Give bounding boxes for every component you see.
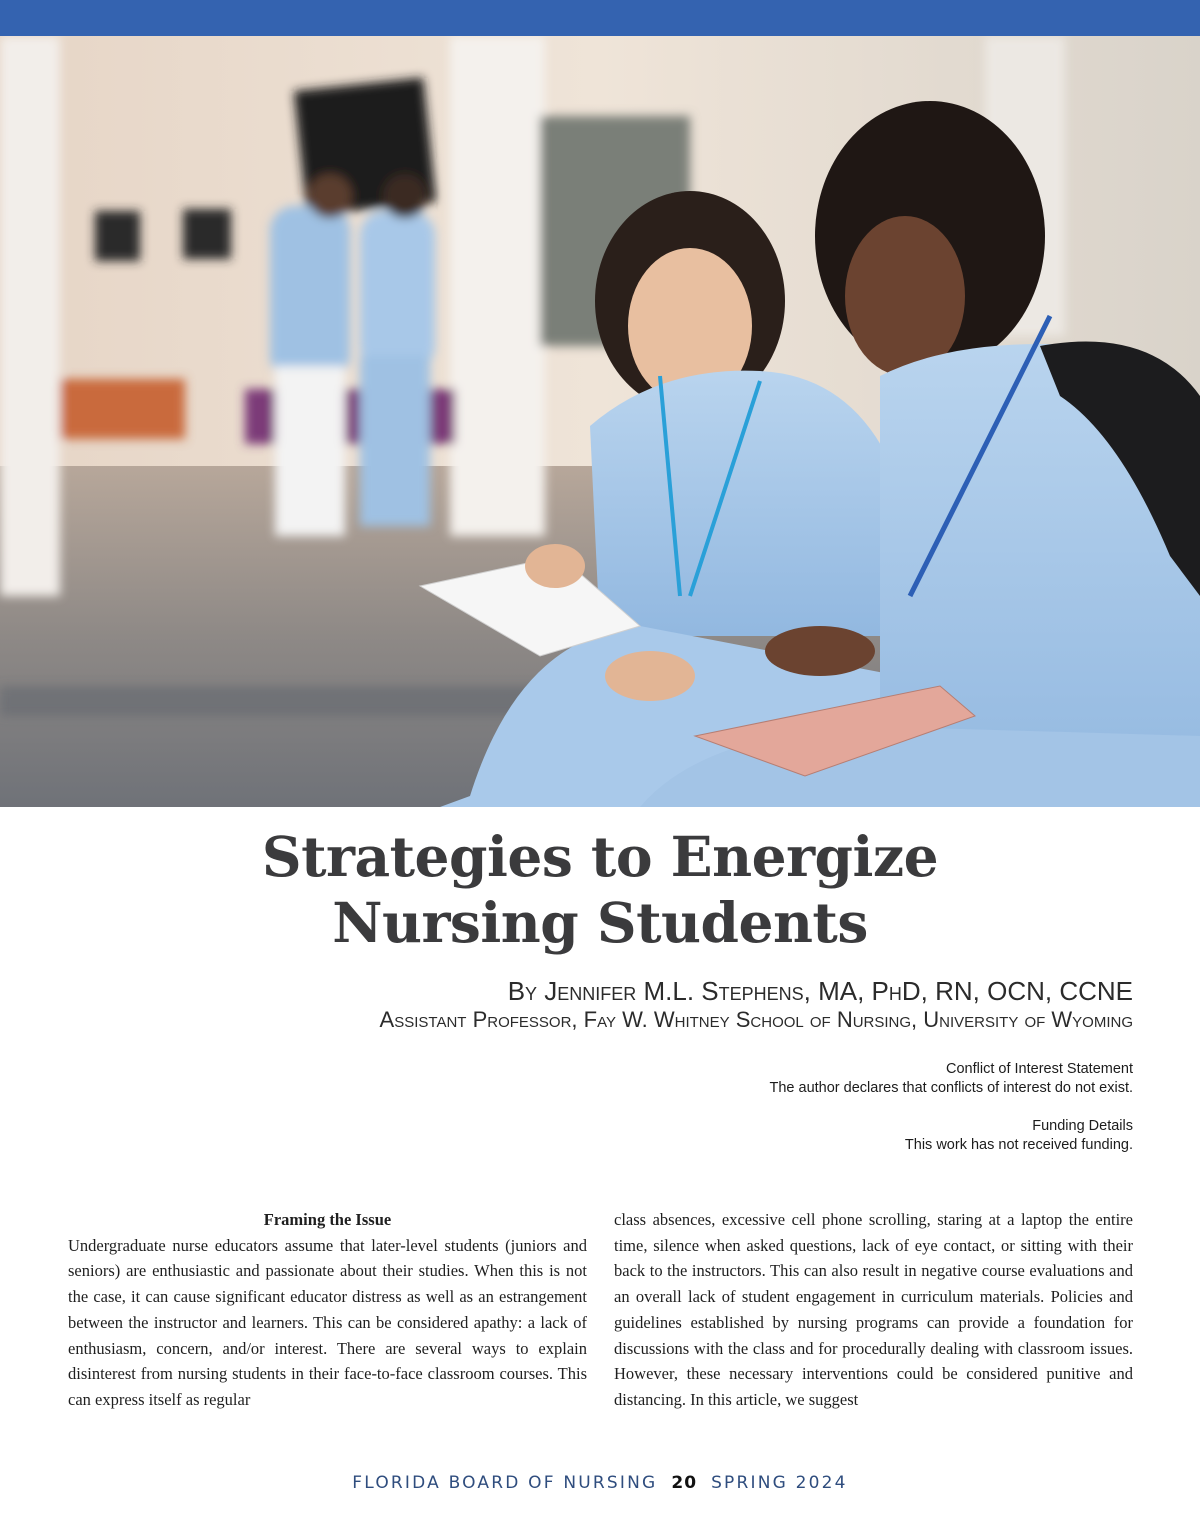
column-right <box>614 1207 1133 1413</box>
title-line-1: Strategies to Energize <box>261 824 939 889</box>
paragraph-right: class absences, excessive cell phone scrolling, staring at a laptop the entire time, silence when asked questions, lack of eye contact, or sitting with their back to the instructors. This can also result in negative course evaluations and an overall lack of student engagement in curriculum materials. Policies and guidelines established by nursing programs can provide a foundation for discussions with the class and for procedurally dealing with classroom issues. However, these necessary interventions could be considered punitive and distancing. In this article, we suggest <box>614 1210 1133 1409</box>
funding-heading: Funding Details <box>1032 1118 1133 1134</box>
article-title <box>0 824 1200 956</box>
photo-two-nursing-students-icon <box>0 36 1200 807</box>
top-accent-bar <box>0 0 1200 36</box>
page-footer <box>0 1473 1200 1493</box>
funding-details <box>905 1117 1133 1155</box>
footer-publication: FLORIDA BOARD OF NURSING <box>352 1473 658 1493</box>
funding-text: This work has not received funding. <box>904 1137 1133 1153</box>
footer-page-number: 20 <box>671 1473 698 1493</box>
paragraph-left: Undergraduate nurse educators assume that later-level students (juniors and seniors) are enthusiastic and passionate about their studies. When this is not the case, it can cause significant educator distress as well as an estrangement between the instructor and learners. This can be considered apathy: a lack of enthusiasm, concern, and/or interest. There are several ways to explain disinterest from nursing students in their face-to-face classroom courses. This can express itself as regular <box>68 1235 587 1409</box>
author-byline: By Jennifer M.L. Stephens, MA, PhD, RN, OCN, CCNE <box>507 976 1133 1006</box>
author-affiliation: Assistant Professor, Fay W. Whitney School of Nursing, University of Wyoming <box>379 1007 1133 1032</box>
hero-photo <box>0 36 1200 807</box>
conflict-text: The author declares that conflicts of interest do not exist. <box>769 1080 1133 1096</box>
column-left <box>68 1207 587 1413</box>
footer-issue: SPRING 2024 <box>711 1473 848 1493</box>
section-heading: Framing the Issue <box>263 1210 392 1229</box>
conflict-of-interest <box>770 1060 1134 1098</box>
conflict-heading: Conflict of Interest Statement <box>946 1061 1133 1077</box>
title-line-2: Nursing Students <box>332 890 868 955</box>
